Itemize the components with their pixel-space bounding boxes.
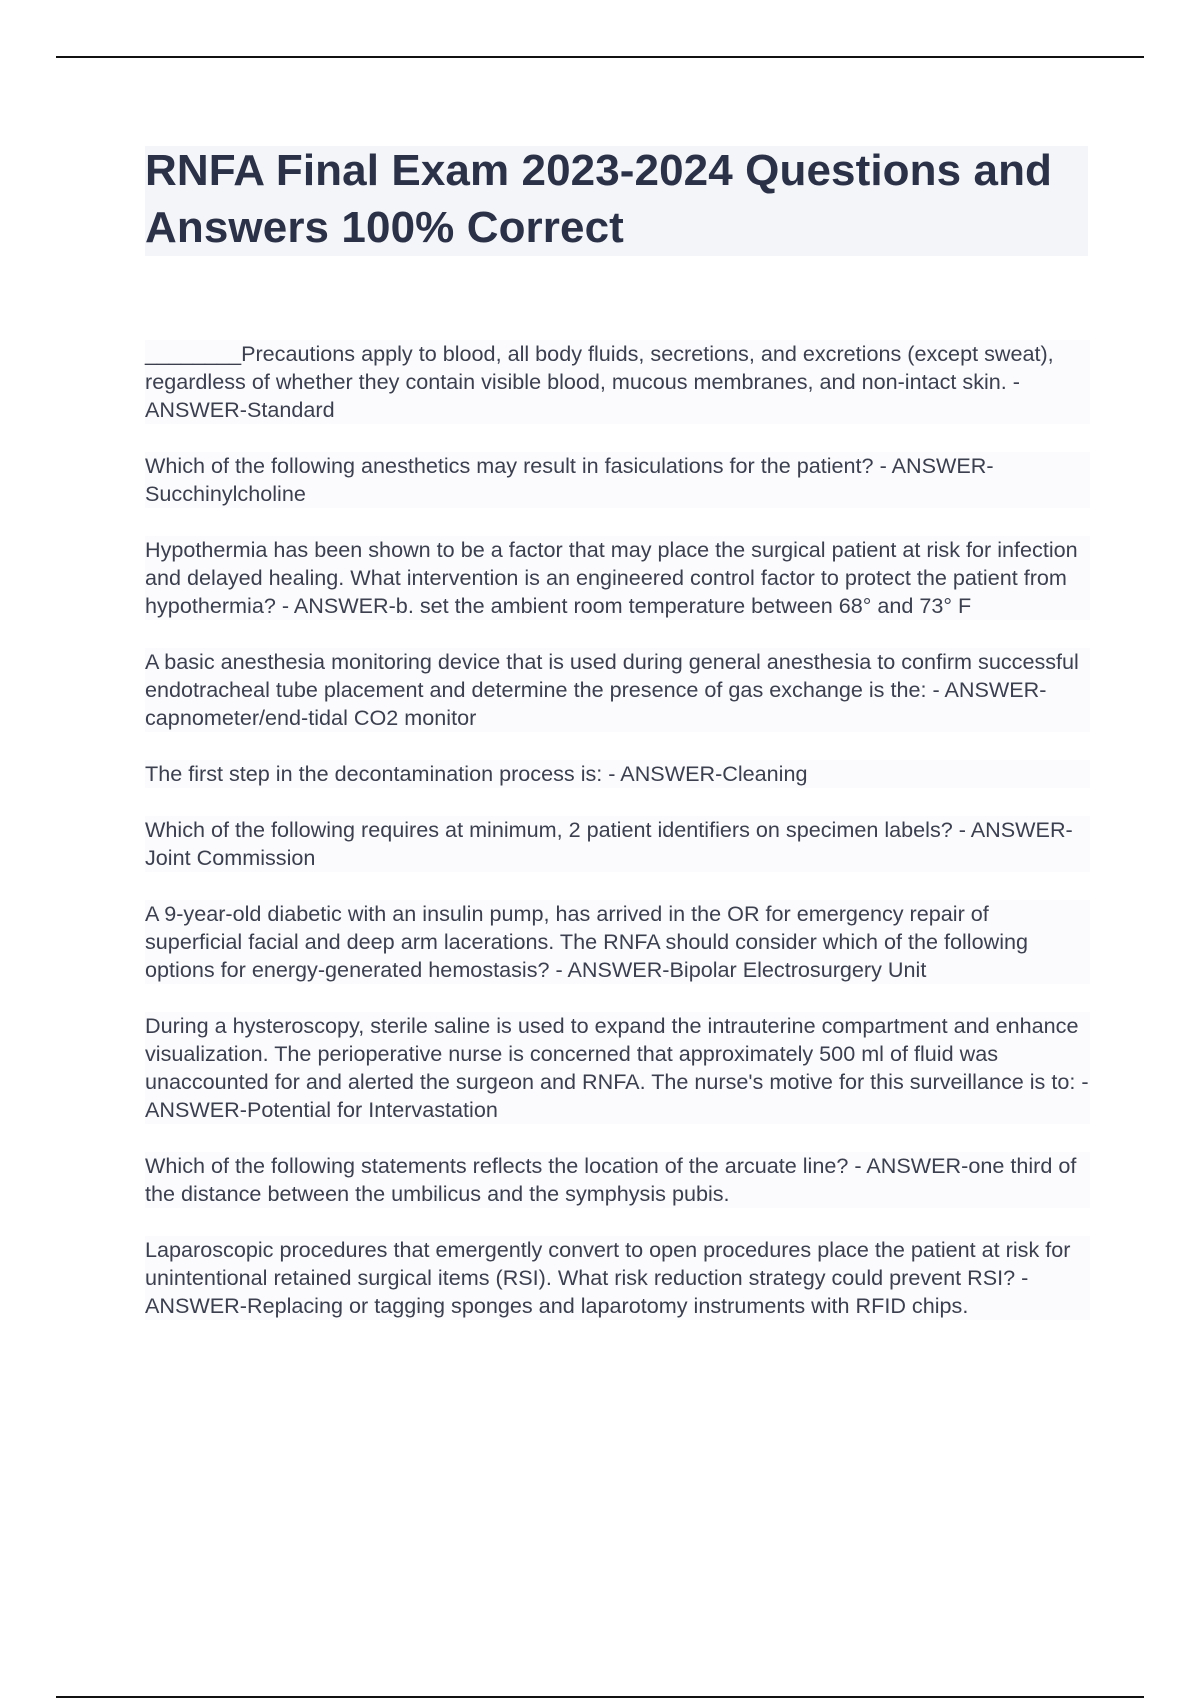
qa-item: During a hysteroscopy, sterile saline is used to expand the intrauterine compartment and enhance visualization. The perioperative nurse is concerned that approximately 500 ml of fluid was unaccounted for and alerted the surgeon and RNFA. The nurse's motive for this surveillance is to: - ANSWER-Potential for Intervastation xyxy=(145,1013,1089,1122)
qa-item: Which of the following requires at minimum, 2 patient identifiers on specimen labels? - ANSWER-Joint Commission xyxy=(145,816,1090,872)
qa-item: Laparoscopic procedures that emergently convert to open procedures place the patient at risk for unintentional retained surgical items (RSI). What risk reduction strategy could prevent RSI? - ANSWER-Replacing or tagging sponges and laparotomy instruments with RFID chips. xyxy=(145,1236,1090,1320)
bottom-divider xyxy=(56,1696,1144,1698)
qa-item: Hypothermia has been shown to be a factor that may place the surgical patient at risk for infection and delayed healing. What intervention is an engineered control factor to protect the patient from hypothermia? - ANSWER-b. set the ambient room temperature between 68° and 73° F xyxy=(145,536,1090,620)
qa-item: ________Precautions apply to blood, all body fluids, secretions, and excretions (except sweat), regardless of whether they contain visible blood, mucous membranes, and non-intact skin. - ANSWER-Standard xyxy=(145,340,1090,424)
qa-item: A basic anesthesia monitoring device that is used during general anesthesia to confirm successful endotracheal tube placement and determine the presence of gas exchange is the: - ANSWER-capnometer/end-tidal CO2 monitor xyxy=(145,648,1090,732)
qa-item: Which of the following anesthetics may result in fasiculations for the patient? - ANSWER-Succhinylcholine xyxy=(145,452,1090,508)
top-divider xyxy=(56,56,1144,58)
qa-list xyxy=(145,340,1090,1348)
document-title: RNFA Final Exam 2023-2024 Questions and Answers 100% Correct xyxy=(145,146,1053,252)
qa-item: The first step in the decontamination process is: - ANSWER-Cleaning xyxy=(145,760,1090,788)
qa-item: Which of the following statements reflects the location of the arcuate line? - ANSWER-one third of the distance between the umbilicus and the symphysis pubis. xyxy=(145,1152,1090,1208)
qa-item: A 9-year-old diabetic with an insulin pump, has arrived in the OR for emergency repair of superficial facial and deep arm lacerations. The RNFA should consider which of the following options for energy-generated hemostasis? - ANSWER-Bipolar Electrosurgery Unit xyxy=(145,900,1090,984)
